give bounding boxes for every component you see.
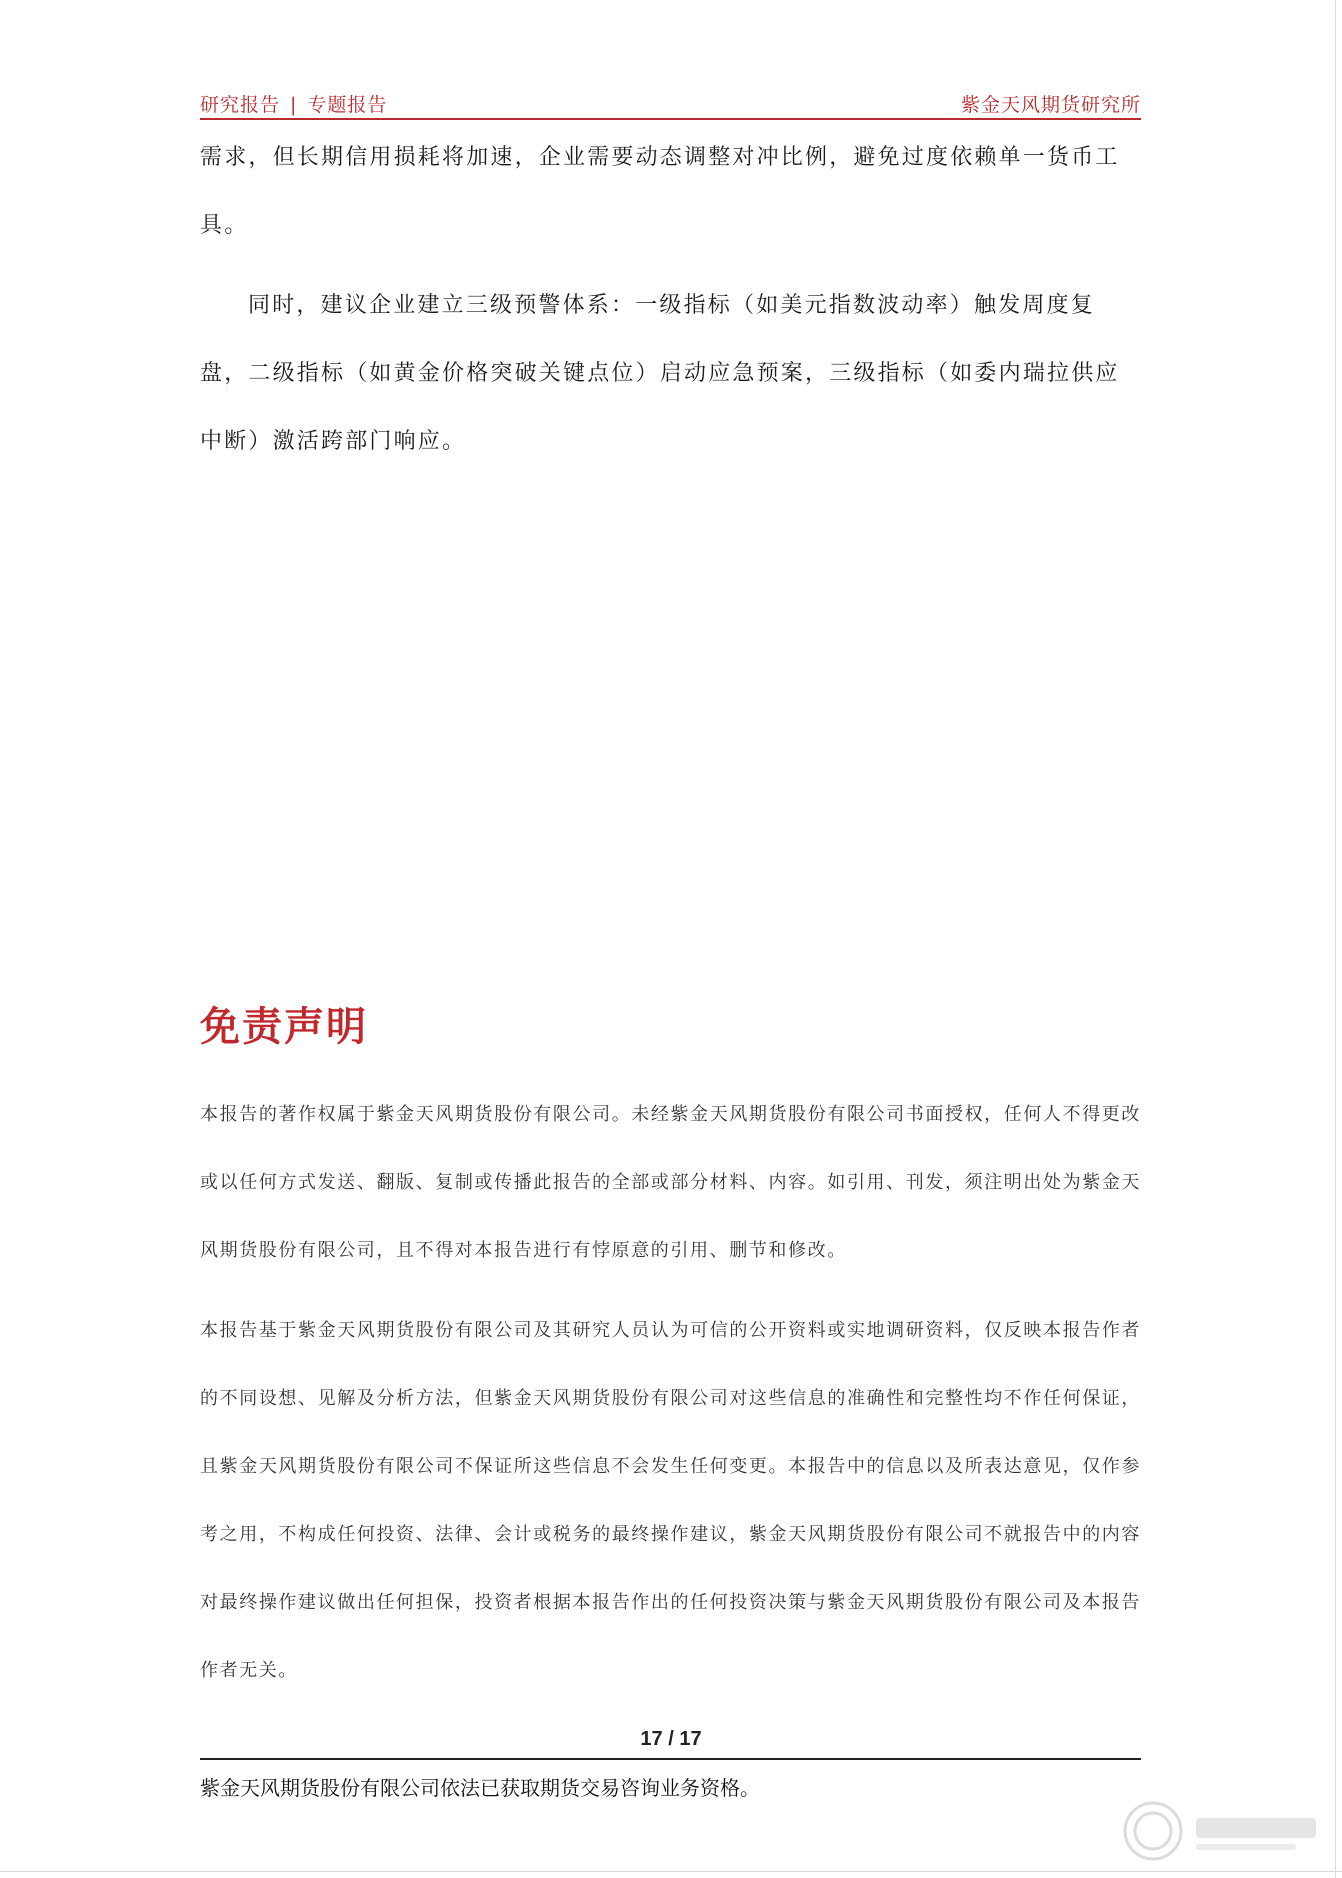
disclaimer-paragraph-2: 本报告基于紫金天风期货股份有限公司及其研究人员认为可信的公开资料或实地调研资料，仅反映本报告作者的不同设想、见解及分析方法，但紫金天风期货股份有限公司对这些信息的准确性和完整性均不作任何保证，且紫金天风期货股份有限公司不保证所这些信息不会发生任何变更。本报告中的信息以及所表达意见，仅作参考之用，不构成任何投资、法律、会计或税务的最终操作建议，紫金天风期货股份有限公司不就报告中的内容对最终操作建议做出任何担保，投资者根据本报告作出的任何投资决策与紫金天风期货股份有限公司及本报告作者无关。	[200, 1320, 1141, 1681]
bank-logo-icon	[1118, 1796, 1328, 1866]
page-border-right	[1335, 0, 1336, 1878]
body-paragraph-2: 同时，建议企业建立三级预警体系：一级指标（如美元指数波动率）触发周度复盘，二级指标（如黄金价格突破关键点位）启动应急预案，三级指标（如委内瑞拉供应中断）激活跨部门响应。	[200, 293, 1120, 454]
body-paragraph-1: 需求，但长期信用损耗将加速，企业需要动态调整对冲比例，避免过度依赖单一货币工具。	[200, 145, 1120, 238]
footer-divider	[200, 1758, 1141, 1760]
institute-name: 紫金天风期货研究所	[960, 94, 1141, 116]
report-subtype-label: 专题报告	[307, 94, 388, 116]
header-separator: |	[290, 94, 298, 116]
footer-qualification-note: 紫金天风期货股份有限公司依法已获取期货交易咨询业务资格。	[200, 1776, 760, 1800]
page-header	[200, 90, 1141, 120]
header-divider	[200, 118, 1141, 120]
report-type-label: 研究报告	[200, 94, 281, 116]
disclaimer-paragraph-1: 本报告的著作权属于紫金天风期货股份有限公司。未经紫金天风期货股份有限公司书面授权，任何人不得更改或以任何方式发送、翻版、复制或传播此报告的全部或部分材料、内容。如引用、刊发，须注明出处为紫金天风期货股份有限公司，且不得对本报告进行有悖原意的引用、删节和修改。	[200, 1104, 1141, 1261]
disclaimer-title: 免责声明	[200, 1003, 368, 1050]
report-category	[200, 90, 387, 117]
page-number: 17 / 17	[640, 1728, 702, 1750]
page-border-bottom	[0, 1871, 1342, 1872]
